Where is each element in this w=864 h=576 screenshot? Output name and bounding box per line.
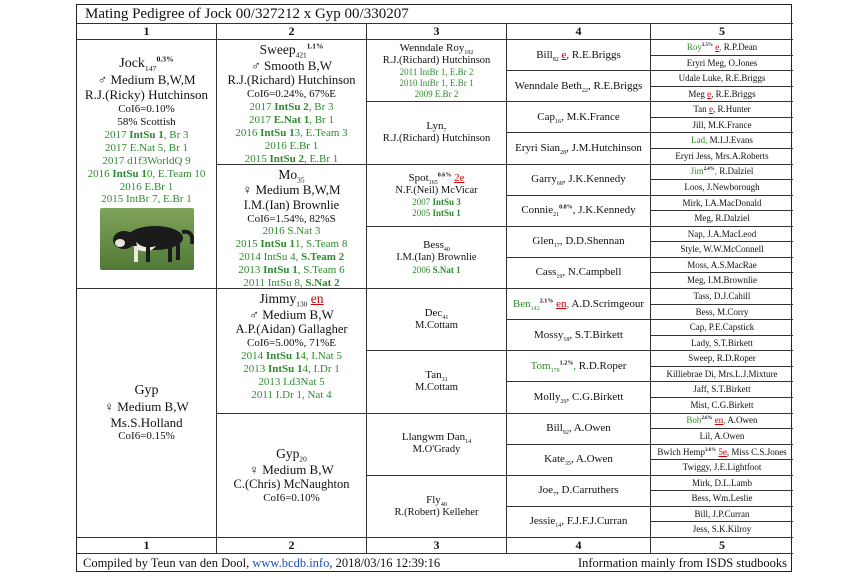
col5-cell: [651, 211, 793, 227]
col5-owner: Mrs.A.Roberts: [715, 150, 769, 161]
mo-result: 2015 IntSu 11, S.Team 8: [235, 238, 348, 251]
sire-cell: [77, 40, 217, 289]
column-header-3: 3: [367, 538, 507, 554]
jimmy-result: 2014 IntSu 14, I.Nat 5: [241, 349, 342, 362]
col4-name: Tom$_{178}^{1.2\%}$, R.D.Roper: [530, 359, 627, 375]
gyp-owner: C.(Chris) McNaughton: [233, 477, 350, 492]
col2-gyp-cell: [217, 414, 367, 539]
col3-owner: M.Cottam: [415, 319, 458, 331]
col5-cell: [651, 87, 793, 103]
col4-owner: D.D.Shennan: [565, 235, 625, 248]
gyp-description: ♀ Medium B,W: [249, 461, 334, 477]
col3-cell: [367, 351, 507, 413]
sire-scottish: 58% Scottish: [117, 115, 176, 128]
col5-cell: [651, 180, 793, 196]
sweep-name: Sweep$_{421}^{1.1\%}$: [259, 41, 324, 60]
col5-name-tag[interactable]: e: [715, 41, 720, 52]
col3-name: Lyn$_7$: [426, 120, 447, 135]
col5-cell: [651, 165, 793, 181]
col5-name: Meg, I.M.Brownlie: [687, 275, 757, 286]
col4-owner: J.K.Kennedy: [568, 173, 626, 186]
jimmy-result-wrap: [243, 363, 340, 376]
col4-owner: F.J.F.J.Curran: [566, 515, 628, 528]
jimmy-result: 2013 I.d3Nat 5: [258, 375, 325, 388]
col5-cell: [651, 367, 793, 383]
jimmy-result-wrap: [241, 350, 342, 363]
mo-coi: CoI6=1.54%, 82%S: [247, 212, 336, 225]
sire-owner: R.J.(Ricky) Hutchinson: [84, 87, 209, 103]
col4-owner: R.E.Briggs: [571, 48, 621, 61]
col5-owner: J.A.MacLeod: [707, 228, 757, 239]
column-header-5: 5: [651, 538, 793, 554]
col5-owner: C.G.Birkett: [711, 399, 754, 410]
jimmy-coi: CoI6=5.00%, 71%E: [247, 337, 336, 349]
col5-cell: [651, 242, 793, 258]
col5-cell: [651, 227, 793, 243]
dam-name: Gyp: [134, 382, 159, 398]
mo-result: 2013 IntSu 1, S.Team 6: [238, 264, 345, 277]
col4-owner: R.E.Briggs: [593, 79, 643, 92]
col3-result: 2007 IntSu 3: [412, 197, 461, 208]
col4-cell: [507, 351, 651, 382]
col3-owner: N.F.(Neil) McVicar: [395, 184, 478, 196]
sire-result: 2016 E.Br 1: [119, 180, 174, 193]
col3-result: 2009 E.Br 2: [414, 88, 459, 99]
col5-name: Eryri Jess, Mrs.A.Roberts: [675, 150, 769, 161]
col3-result: 2011 IntBr 1, E.Br 2: [399, 67, 474, 78]
sweep-description: ♂ Smooth B,W: [251, 57, 332, 73]
col4-name: Garry$_{68}$, J.K.Kennedy: [531, 173, 626, 188]
pedigree-table: [76, 4, 792, 572]
col4-owner: S.T.Birkett: [574, 328, 623, 341]
col5-cell: [651, 351, 793, 367]
col5-owner: R.D.Roper: [716, 353, 756, 364]
dam-cell: [77, 289, 217, 538]
col5-owner: J.E.Lightfoot: [713, 462, 762, 473]
col5-owner: O.Jones: [728, 57, 758, 68]
sweep-result: 2017 E.Nat 1, Br 1: [249, 113, 334, 126]
col5-cell: [651, 196, 793, 212]
col5-name: Meg, R.Dalziel: [694, 213, 750, 224]
col5-cell: [651, 133, 793, 149]
col3-owner: R.(Robert) Kelleher: [394, 506, 479, 518]
col5-name: Bwlch Hemp$^{2.6\%}$ 5e, Miss C.S.Jones: [657, 446, 787, 457]
col4-cell: [507, 227, 651, 258]
col5-owner: R.E.Briggs: [725, 73, 766, 84]
jimmy-description: ♂ Medium B,W: [249, 306, 334, 322]
col3-cell: [367, 165, 507, 227]
dog-photo: [100, 208, 194, 270]
col5-owner: S.T.Birkett: [713, 337, 753, 348]
col5-cell: [651, 40, 793, 56]
col5-name: Lad, M.I.J.Evans: [691, 135, 753, 146]
col5-owner: I.M.Brownlie: [708, 275, 757, 286]
jimmy-result-wrap: [258, 376, 324, 389]
col4-name: Bill$_{82}$ e, R.E.Briggs: [536, 48, 621, 63]
col3-name: Tan$_{31}$: [425, 369, 448, 384]
col5-cell: [651, 102, 793, 118]
mo-result-wrap: [238, 264, 344, 277]
column-header-2: 2: [217, 24, 367, 40]
sire-coi: CoI6=0.10%: [118, 102, 175, 115]
col5-name: Meg e, R.E.Briggs: [688, 88, 756, 99]
col5-owner: R.Dalziel: [719, 166, 754, 177]
footer: Compiled by Teun van den Dool, www.bcdb.info, 2018/03/16 12:39:16 Information mainly from ISDS studbooks: [83, 556, 787, 570]
col4-name: Ben$_{142}^{2.1\%}$ en, A.D.Scrimgeour: [512, 297, 645, 312]
mo-result: 2011 IntSu 8, S.Nat 2: [243, 277, 340, 289]
jimmy-result: 2013 IntSu 14, I.Dr 1: [243, 362, 340, 375]
col5-owner: R.Hunter: [717, 104, 751, 115]
col5-cell: [651, 522, 793, 538]
dam-description: ♀ Medium B,W: [104, 399, 189, 415]
col5-cell: [651, 429, 793, 445]
col5-name: Bob$^{2.6\%}$ en, A.Owen: [686, 415, 758, 426]
col5-name: Jill, M.K.France: [692, 119, 752, 130]
col3-result-wrap: [412, 265, 460, 276]
col4-name-tag[interactable]: e: [561, 48, 567, 61]
col5-owner: S.T.Birkett: [711, 384, 751, 395]
col4-name: Kate$_{35}$, A.Owen: [544, 453, 613, 468]
col5-name: Bess, Wm.Leslie: [691, 493, 753, 504]
col4-cell: [507, 133, 651, 164]
col5-cell: [651, 71, 793, 87]
col5-owner: A.S.MacRae: [710, 259, 757, 270]
col4-name: Molly$_{29}$, C.G.Birkett: [533, 390, 624, 406]
col2-sweep-cell: [217, 40, 367, 165]
col4-name: Bill$_{92}$, A.Owen: [546, 422, 611, 437]
col5-owner: Mrs.L.J.Mixture: [718, 368, 778, 379]
col5-owner: A.Owen: [714, 431, 745, 442]
col3-result-wrap: [412, 197, 461, 208]
col4-cell: [507, 476, 651, 507]
col5-name-tag[interactable]: 5e: [718, 446, 727, 457]
col5-owner: W.W.McConnell: [703, 244, 764, 255]
col3-name: Spot$_{165}^{0.6\%}$ 2e: [408, 171, 465, 187]
column-header-4: 4: [507, 24, 651, 40]
col3-result-wrap: [412, 208, 461, 219]
col5-name: Nap, J.A.MacLeod: [687, 228, 757, 239]
col5-name: Jim$^{2.4\%}$, R.Dalziel: [690, 166, 754, 177]
col5-name: Udale Luke, R.E.Briggs: [678, 73, 766, 84]
col3-result: 2010 IntBr 1, E.Br 1: [399, 77, 474, 88]
col5-owner: A.Owen: [727, 415, 758, 426]
col3-owner: M.Cottam: [415, 382, 458, 394]
col5-owner: D.J.Cahill: [713, 290, 751, 301]
col4-cell: [507, 320, 651, 351]
mo-owner: I.M.(Ian) Brownlie: [243, 197, 340, 212]
sweep-result-wrap: [245, 153, 339, 165]
gyp-name: Gyp$_{20}$: [276, 445, 307, 464]
col5-cell: [651, 476, 793, 492]
col5-cell: [651, 382, 793, 398]
gyp-coi: CoI6=0.10%: [263, 491, 320, 504]
column-header-5: 5: [651, 24, 793, 40]
col5-cell: [651, 56, 793, 72]
col5-owner: D.L.Lamb: [714, 477, 752, 488]
col3-name: Llangwm Dan$_{14}$: [401, 431, 472, 446]
col4-owner: A.D.Scrimgeour: [571, 297, 645, 310]
col5-cell: [651, 398, 793, 414]
col3-owner: R.J.(Richard) Hutchinson: [382, 133, 491, 145]
sire-result: 2015 IntBr 7, E.Br 1: [101, 193, 192, 206]
col3-owner: R.J.(Richard) Hutchinson: [382, 55, 491, 66]
sire-description: ♂ Medium B,W,M: [97, 72, 196, 88]
col5-cell: [651, 273, 793, 289]
col3-name: Dec$_{41}$: [424, 306, 449, 322]
col5-name: Loos, J.Newborough: [684, 182, 760, 193]
col3-result-wrap: [400, 78, 474, 89]
col5-owner: Wm.Leslie: [712, 493, 753, 504]
col5-owner: M.I.J.Evans: [709, 135, 753, 146]
mo-result-wrap: [236, 238, 348, 251]
col3-name: Wenndale Roy$_{192}$: [399, 42, 474, 57]
column-header-1: 1: [77, 24, 217, 40]
col4-cell: [507, 102, 651, 133]
col4-cell: [507, 382, 651, 413]
sire-result: 2017 E.Nat 5, Br 1: [104, 141, 189, 154]
col5-name: Moss, A.S.MacRae: [687, 259, 757, 270]
col4-owner: R.D.Roper: [578, 359, 627, 372]
col5-cell: [651, 414, 793, 430]
mo-name: $Mo_{35}$: [278, 166, 305, 185]
col3-result: 2005 IntSu 1: [412, 207, 461, 218]
col5-name: Jess, S.K.Kilroy: [692, 524, 752, 535]
jimmy-name: Jimmy$_{130}$ en: [259, 291, 324, 309]
column-header-3: 3: [367, 24, 507, 40]
col5-name-tag[interactable]: e: [707, 88, 712, 99]
sweep-result: 2017 IntSu 2, Br 3: [249, 100, 334, 113]
col5-owner: J.Newborough: [706, 182, 760, 193]
col5-owner: R.P.Dean: [723, 41, 758, 52]
col5-owner: I.A.MacDonald: [705, 197, 762, 208]
col3-cell: [367, 289, 507, 351]
col4-cell: [507, 289, 651, 320]
sire-result: 2017 IntSu 1, Br 3: [104, 128, 189, 141]
col5-owner: P.E.Capstick: [708, 322, 755, 333]
col5-cell: [651, 289, 793, 305]
jimmy-name-tag[interactable]: en: [310, 291, 324, 306]
column-header-1: 1: [77, 538, 217, 554]
col4-owner: J.M.Hutchinson: [571, 141, 642, 154]
footer-date: 2018/03/16 12:39:16: [335, 556, 441, 570]
col4-cell: [507, 165, 651, 196]
col5-cell: [651, 336, 793, 352]
col4-owner: A.Owen: [573, 422, 611, 435]
footer-source: Information mainly from ISDS studbooks: [577, 556, 787, 570]
col5-name: Tass, D.J.Cahill: [693, 290, 751, 301]
col5-cell: [651, 258, 793, 274]
col5-cell: [651, 149, 793, 165]
col5-name: Style, W.W.McConnell: [680, 244, 764, 255]
column-header-4: 4: [507, 538, 651, 554]
mo-result-wrap: [239, 251, 344, 264]
col3-cell: [367, 40, 507, 102]
col4-name: Mossy$_{18}$, S.T.Birkett: [534, 328, 623, 343]
col3-name: Bess$_{40}$: [423, 239, 450, 254]
col4-cell: [507, 445, 651, 476]
col3-cell: [367, 227, 507, 289]
col4-cell: [507, 40, 651, 71]
sweep-result-wrap: [265, 140, 318, 153]
col3-name-tag[interactable]: 2e: [454, 171, 465, 184]
col5-owner: M.K.France: [708, 119, 752, 130]
sweep-result: 2015 IntSu 2, E.Br 1: [244, 152, 339, 165]
col3-cell: [367, 476, 507, 538]
col5-cell: [651, 491, 793, 507]
col3-owner: M.O'Grady: [412, 444, 461, 456]
col4-name: Eryri Sian$_{28}$, J.M.Hutchinson: [515, 141, 642, 157]
sire-result: 2016 IntSu 10, E.Team 10: [87, 167, 206, 180]
sweep-result: 2016 IntSu 13, E.Team 3: [235, 126, 348, 139]
col4-cell: [507, 71, 651, 102]
sweep-result-wrap: [235, 127, 347, 140]
col4-owner: D.Carruthers: [561, 484, 619, 497]
dam-coi: CoI6=0.15%: [118, 430, 175, 443]
col3-result-wrap: [400, 67, 474, 78]
sire-name: Jock$_{147}^{0.3\%}$: [119, 53, 174, 73]
col4-owner: C.G.Birkett: [572, 390, 624, 403]
col5-name: Twiggy, J.E.Lightfoot: [682, 462, 762, 473]
col3-name: Fly$_{40}$: [426, 493, 447, 508]
col5-cell: [651, 305, 793, 321]
col5-owner: M.Corry: [717, 306, 749, 317]
dam-owner: Ms.S.Holland: [110, 414, 183, 430]
col5-name-tag[interactable]: en: [714, 415, 724, 426]
col5-owner: Miss C.S.Jones: [731, 446, 787, 457]
col3-result-wrap: [415, 89, 459, 100]
col5-name-tag[interactable]: e: [708, 104, 713, 115]
col2-jimmy-cell: [217, 289, 367, 414]
col3-cell: [367, 414, 507, 476]
col5-name: Sweep, R.D.Roper: [688, 353, 756, 364]
sweep-result: 2016 E.Br 1: [264, 139, 319, 152]
col4-name: Cass$_{19}$, N.Campbell: [535, 266, 622, 281]
col5-name: Jaff, S.T.Birkett: [693, 384, 751, 395]
col5-owner: R.Dalziel: [715, 213, 750, 224]
sweep-result-wrap: [249, 101, 333, 114]
col4-name: Joe$_7$, D.Carruthers: [538, 484, 619, 499]
col4-cell: [507, 258, 651, 289]
col5-name: Mirk, I.A.MacDonald: [682, 197, 762, 208]
col3-result: 2006 S.Nat 1: [412, 264, 461, 275]
footer-link[interactable]: www.bcdb.info: [252, 556, 330, 570]
col4-cell: [507, 196, 651, 227]
col4-cell: [507, 414, 651, 445]
col5-name: Roy$^{1.5\%}$ e, R.P.Dean: [686, 41, 758, 52]
col5-cell: [651, 460, 793, 476]
mo-result-wrap: [243, 277, 339, 289]
sweep-coi: CoI6=0.24%, 67%E: [247, 88, 336, 100]
jimmy-owner: A.P.(Aidan) Gallagher: [235, 322, 348, 337]
col5-name: Eryri Meg, O.Jones: [686, 57, 758, 68]
mo-result: 2016 S.Nat 3: [262, 225, 321, 238]
col5-name: Bess, M.Corry: [695, 306, 749, 317]
pedigree-title: Mating Pedigree of Jock 00/327212 x Gyp 00/330207: [77, 5, 793, 24]
col5-owner: J.P.Curran: [712, 508, 750, 519]
mo-description: ♀ Medium B,W,M: [242, 182, 341, 198]
jimmy-result: 2011 I.Dr 1, Nat 4: [251, 388, 332, 401]
col4-owner: N.Campbell: [567, 266, 622, 279]
col5-name: Bill, J.P.Curran: [694, 508, 750, 519]
col4-name: Glen$_{17}$, D.D.Shennan: [532, 235, 625, 250]
col5-owner: S.K.Kilroy: [711, 524, 752, 535]
col5-name: Mirk, D.L.Lamb: [692, 477, 752, 488]
sire-results: [88, 129, 206, 207]
col5-cell: [651, 445, 793, 461]
col5-owner: R.E.Briggs: [715, 88, 756, 99]
col5-name: Cap, P.E.Capstick: [689, 322, 755, 333]
sweep-owner: R.J.(Richard) Hutchinson: [227, 73, 356, 88]
col4-owner: J.K.Kennedy: [578, 204, 636, 217]
col5-name: Lady, S.T.Birkett: [691, 337, 753, 348]
col4-name: Cap$_{16}$, M.K.France: [537, 110, 620, 126]
col5-name: Mist, C.G.Birkett: [690, 399, 754, 410]
column-header-2: 2: [217, 538, 367, 554]
col3-cell: [367, 102, 507, 164]
footer-credit: Compiled by Teun van den Dool,: [83, 556, 250, 570]
mo-result: 2014 IntSu 4, S.Team 2: [238, 251, 345, 264]
col4-cell: [507, 507, 651, 538]
col4-owner: M.K.France: [566, 110, 620, 123]
sweep-result-wrap: [249, 114, 334, 127]
col4-name: Jessie$_{14}$, F.J.F.J.Curran: [529, 515, 628, 530]
mo-result-wrap: [263, 225, 321, 238]
col4-name: Wenndale Beth$_{22}$, R.E.Briggs: [514, 79, 643, 94]
col2-mo-cell: [217, 165, 367, 290]
col3-owner: I.M.(Ian) Brownlie: [396, 252, 477, 264]
col5-name: Lil, A.Owen: [699, 431, 745, 442]
col5-cell: [651, 507, 793, 523]
col4-name: Connie$_{21}^{0.8\%}$, J.K.Kennedy: [521, 204, 636, 219]
jimmy-result-wrap: [251, 389, 331, 402]
col5-name: Tan e, R.Hunter: [693, 104, 751, 115]
sire-result: 2017 d1f3WorldQ 9: [102, 154, 191, 167]
col5-cell: [651, 118, 793, 134]
col4-owner: A.Owen: [575, 453, 613, 466]
col4-name-tag[interactable]: en: [556, 297, 567, 310]
col5-cell: [651, 320, 793, 336]
col5-name: Killiebrae Di, Mrs.L.J.Mixture: [666, 368, 778, 379]
